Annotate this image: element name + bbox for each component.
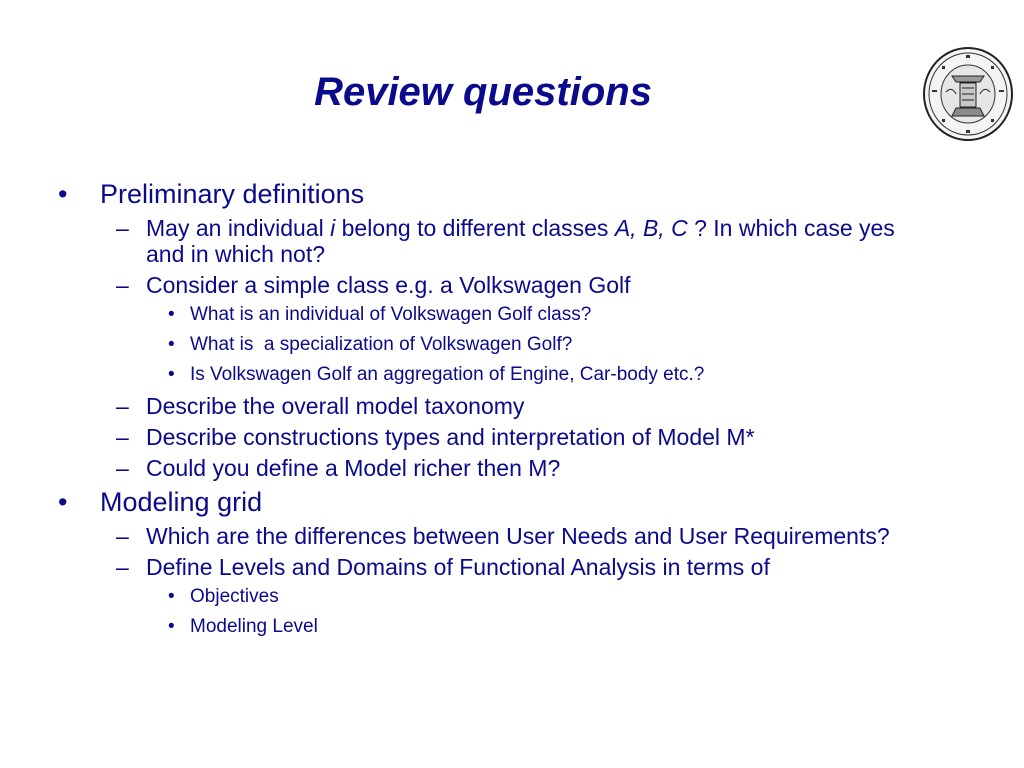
list-item bbox=[0, 455, 1024, 481]
dash-marker: – bbox=[116, 554, 129, 580]
item-text: Could you define a Model richer then M? bbox=[146, 455, 561, 481]
dash-marker: – bbox=[116, 393, 129, 419]
list-item bbox=[0, 393, 1024, 419]
list-item bbox=[0, 178, 1024, 211]
list-item bbox=[0, 215, 1024, 267]
item-text: Define Levels and Domains of Functional Analysis in terms of bbox=[146, 554, 770, 580]
slide-title: Review questions bbox=[314, 70, 652, 114]
item-text: Consider a simple class e.g. a Volkswagen Golf bbox=[146, 272, 631, 298]
item-text: Modeling grid bbox=[100, 487, 263, 517]
list-item bbox=[0, 554, 1024, 580]
item-text: What is an individual of Volkswagen Golf class? bbox=[190, 304, 592, 325]
item-text: Describe constructions types and interpretation of Model M* bbox=[146, 424, 755, 450]
list-item bbox=[0, 523, 1024, 549]
item-text-part: belong to different classes bbox=[335, 215, 615, 241]
list-item bbox=[0, 615, 1024, 638]
bullet-marker: • bbox=[58, 487, 68, 517]
item-text: Is Volkswagen Golf an aggregation of Engine, Car-body etc.? bbox=[190, 364, 705, 385]
item-text-part: ? In which case yes and in which not? bbox=[146, 215, 895, 267]
item-text: Modeling Level bbox=[190, 616, 318, 637]
item-text-part: May an individual bbox=[146, 215, 331, 241]
item-text-italic: A, B, C bbox=[614, 215, 688, 241]
dash-marker: – bbox=[116, 523, 129, 549]
item-text: Objectives bbox=[190, 586, 279, 607]
list-item bbox=[0, 333, 1024, 356]
list-item bbox=[0, 486, 1024, 519]
small-bullet-marker: • bbox=[168, 334, 175, 355]
list-item bbox=[0, 585, 1024, 608]
dash-marker: – bbox=[116, 272, 129, 298]
bullet-list bbox=[0, 178, 1024, 645]
item-text: Preliminary definitions bbox=[100, 179, 365, 209]
dash-marker: – bbox=[116, 455, 129, 481]
small-bullet-marker: • bbox=[168, 304, 175, 325]
small-bullet-marker: • bbox=[168, 586, 175, 607]
dash-marker: – bbox=[116, 215, 129, 241]
bullet-marker: • bbox=[58, 179, 68, 209]
list-item bbox=[0, 363, 1024, 386]
list-item bbox=[0, 303, 1024, 326]
item-text: What is a specialization of Volkswagen Golf? bbox=[190, 334, 573, 355]
list-item bbox=[0, 424, 1024, 450]
item-text: Describe the overall model taxonomy bbox=[146, 393, 525, 419]
small-bullet-marker: • bbox=[168, 364, 175, 385]
small-bullet-marker: • bbox=[168, 616, 175, 637]
university-seal-icon bbox=[922, 46, 1014, 142]
item-text-italic: i bbox=[330, 215, 336, 241]
dash-marker: – bbox=[116, 424, 129, 450]
list-item bbox=[0, 272, 1024, 298]
item-text: Which are the differences between User Needs and User Requirements? bbox=[146, 523, 890, 549]
